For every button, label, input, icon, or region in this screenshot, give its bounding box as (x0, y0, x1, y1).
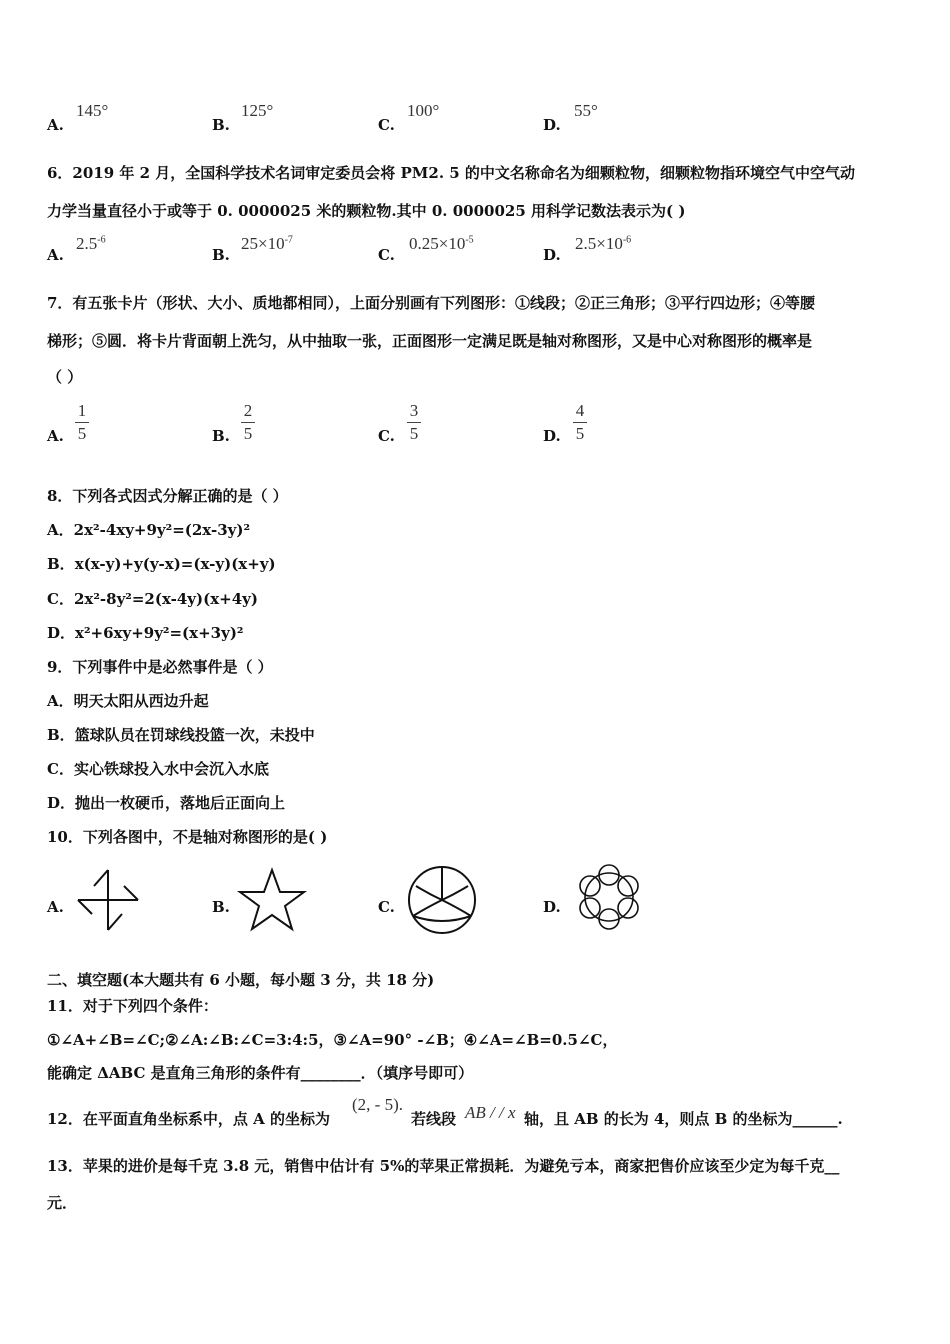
q12-segment: AB / / x (465, 1103, 516, 1122)
pinwheel-figure (72, 866, 144, 934)
q6-option-d-value: $2.5\times 10^{-6}$ (575, 234, 632, 253)
q9-stem: 9．下列事件中是必然事件是（ ） (47, 658, 273, 676)
q7-stem-line1: 7．有五张卡片（形状、大小、质地都相同），上面分别画有下列图形：①线段；②正三角形；③平行四边形；④等腰 (47, 294, 815, 312)
q12-part1: 12．在平面直角坐标系中，点 A 的坐标为 (47, 1110, 330, 1128)
q6-option-b-label: B. (212, 246, 230, 264)
q8-option-c: C．2x²-8y²=2(x-4y)(x+4y) (47, 590, 258, 608)
q5-option-b-value: 125° (241, 101, 274, 120)
q10-option-d-label: D. (543, 898, 561, 916)
q6-option-c-label: C. (378, 246, 395, 264)
q7-option-b-fraction: 2 5 (241, 402, 255, 443)
q6-option-a-value: $2.5^{-6}$ (76, 234, 106, 253)
q7-option-c-fraction: 3 5 (407, 402, 421, 443)
q8-option-d: D．x²+6xy+9y²=(x+3y)² (47, 624, 244, 642)
q10-option-b-label: B. (212, 898, 230, 916)
q5-option-c-value: 100° (407, 101, 440, 120)
q11-conditions: ①∠A+∠B=∠C;②∠A:∠B:∠C=3:4:5，③∠A=90° -∠B；④∠A=∠B=0.5∠C， (47, 1031, 618, 1049)
q7-option-d-fraction: 4 5 (573, 402, 587, 443)
q9-option-b: B．篮球队员在罚球线投篮一次，未投中 (47, 726, 315, 744)
q5-option-a-label: A. (47, 116, 64, 134)
q7-stem-line3: （ ） (47, 368, 83, 386)
star-figure (236, 866, 308, 934)
q8-option-b: B．x(x-y)+y(y-x)=(x-y)(x+y) (47, 555, 276, 573)
q8-option-a: A．2x²-4xy+9y²=(2x-3y)² (47, 521, 251, 539)
q6-option-b-value: $25\times 10^{-7}$ (241, 234, 293, 253)
q6-option-d-label: D. (543, 246, 561, 264)
q7-option-d-label: D. (543, 427, 561, 445)
q6-stem-line2: 力学当量直径小于或等于 0. 0000025 米的颗粒物.其中 0. 0000025 用科学记数法表示为( ) (47, 202, 686, 220)
q9-option-c: C．实心铁球投入水中会沉入水底 (47, 760, 269, 778)
q10-option-a-label: A. (47, 898, 64, 916)
q7-option-a-label: A. (47, 427, 64, 445)
q8-stem: 8．下列各式因式分解正确的是（ ） (47, 487, 288, 505)
q10-stem: 10．下列各图中，不是轴对称图形的是( ) (47, 828, 328, 846)
q12-part2: 若线段 (411, 1110, 457, 1128)
q5-option-d-value: 55° (574, 101, 598, 120)
flower-figure (570, 858, 648, 936)
q12-part3: 轴，且 AB 的长为 4，则点 B 的坐标为______. (524, 1110, 843, 1128)
q5-option-b-label: B. (212, 116, 230, 134)
section2-title: 二、填空题(本大题共有 6 小题，每小题 3 分，共 18 分) (47, 971, 435, 989)
q7-option-c-label: C. (378, 427, 395, 445)
q7-option-a-fraction: 1 5 (75, 402, 89, 443)
q12-coordinate: (2, - 5). (352, 1095, 403, 1114)
q5-option-a-value: 145° (76, 101, 109, 120)
q13-line1: 13．苹果的进价是每千克 3.8 元，销售中估计有 5%的苹果正常损耗．为避免亏本，商家把售价应该至少定为每千克__ (47, 1157, 840, 1175)
q10-option-c-label: C. (378, 898, 395, 916)
q11-stem: 11．对于下列四个条件： (47, 997, 218, 1015)
q6-option-a-label: A. (47, 246, 64, 264)
q9-option-a: A．明天太阳从西边升起 (47, 692, 209, 710)
q5-option-c-label: C. (378, 116, 395, 134)
q6-option-c-value: $0.25\times 10^{-5}$ (409, 234, 474, 253)
q7-stem-line2: 梯形；⑤圆．将卡片背面朝上洗匀，从中抽取一张，正面图形一定满足既是轴对称图形，又是中心对称图形的概率是 (47, 332, 813, 350)
q9-option-d: D．抛出一枚硬币，落地后正面向上 (47, 794, 286, 812)
q7-option-b-label: B. (212, 427, 230, 445)
q6-stem-line1: 6．2019 年 2 月，全国科学技术名词审定委员会将 PM2. 5 的中文名称命名为细颗粒物，细颗粒物指环境空气中空气动 (47, 164, 855, 182)
q11-question: 能确定 ΔABC 是直角三角形的条件有________．（填序号即可） (47, 1064, 474, 1082)
q5-option-d-label: D. (543, 116, 561, 134)
q13-line2: 元． (47, 1194, 78, 1212)
circle-arcs-figure (404, 864, 480, 936)
